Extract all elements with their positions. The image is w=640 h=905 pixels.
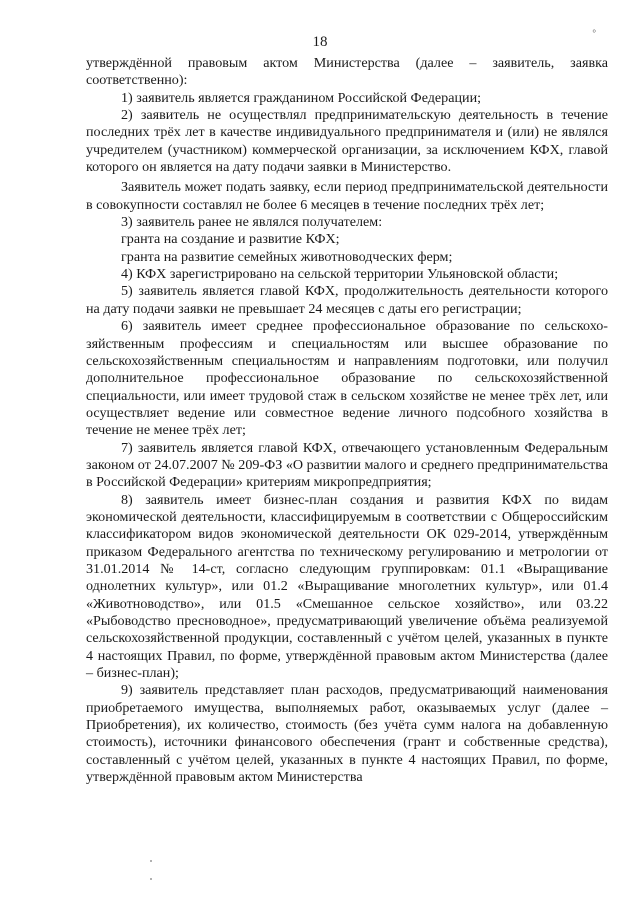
scan-speck — [150, 860, 152, 862]
paragraph-item-3-grant-farms: гранта на развитие семейных животноводческих ферм; — [121, 248, 453, 265]
paragraph-item-9: 9) заявитель представляет план расходов, предусматривающий наименования приобретаемого имущества, выполняемых работ, оказываемых услуг (далее – Приобретения), их количество, стоимость (без учёта сумм налога на добавленную стоимость), источники финансового обеспечения (грант и собственные средства), составленный с учётом целей, указанных в пункте 4 настоящих Правил, по форме, утверждённой правовым актом Министерства — [86, 682, 608, 786]
paragraph-item-6: 6) заявитель имеет среднее профессиональное образование по сельскохозяйственным профессиям и специальностям или высшее образование по сельскохозяйственным специальностям и направлениям подготовки, или получил дополнительное профессиональное образование по сельскохозяйственной специальности, или имеет трудовой стаж в сельском хозяйстве не менее трёх лет, или осуществляет ведение или совместное ведение личного подсобного хозяйства в течение не менее трёх лет; — [86, 318, 608, 439]
paragraph-item-3: 3) заявитель ранее не являлся получателем: — [121, 214, 383, 231]
paragraph-item-3-grant-kfh: гранта на создание и развитие КФХ; — [121, 231, 340, 248]
paragraph-item-5: 5) заявитель является главой КФХ, продолжительность деятельности которого на дату подачи заявки не превышает 24 месяцев с даты его регистрации; — [86, 283, 608, 317]
scan-speck — [150, 878, 152, 880]
paragraph-item-2-note: Заявитель может подать заявку, если период предпринимательской деятельности в совокупности составлял не более 6 месяцев в течение последних трёх лет; — [86, 179, 608, 213]
scan-mark: ° — [592, 28, 596, 38]
paragraph-item-7: 7) заявитель является главой КФХ, отвечающего установленным Федеральным законом от 24.07.2007 № 209-ФЗ «О развитии малого и среднего предпринимательства в Российской Федерации» критериям микропредприятия; — [86, 439, 608, 491]
paragraph-item-2: 2) заявитель не осуществлял предпринимательскую деятельность в течение последних трёх лет в качестве индивидуального предпринимателя и (или) не являлся учредителем (участником) коммерческой организации, за исключением КФХ, главой которого он является на дату подачи заявки в Министерство. — [86, 107, 608, 176]
paragraph-continuation: утверждённой правовым актом Министерства (далее – заявитель, заявка соответственно): — [86, 55, 608, 89]
page-number: 18 — [312, 34, 328, 50]
document-body — [86, 55, 608, 786]
paragraph-item-1: 1) заявитель является гражданином Российской Федерации; — [121, 89, 482, 106]
paragraph-item-8: 8) заявитель имеет бизнес-план создания и развития КФХ по видам экономической деятельности, классифицируемым в соответствии с Общероссийским классификатором видов экономической деятельности ОК 029-2014, утверждённым приказом Федерального агентства по техническому регулированию и метрологии от 31.01.2014 № 14-ст, согласно следующим группировкам: 01.1 «Выращивание однолетних культур», или 01.2 «Выращивание многолетних культур», или 01.4 «Животноводство», или 01.5 «Смешанное сельское хозяйство», или 03.22 «Рыбоводство пресноводное», предусматривающий увеличение объёма реализуемой сельскохозяйственной продукции, составленный с учётом целей, указанных в пункте 4 настоящих Правил, по форме, утверждённой правовым актом Министерства (далее – бизнес-план); — [86, 491, 608, 682]
paragraph-item-4: 4) КФХ зарегистрировано на сельской территории Ульяновской области; — [121, 266, 559, 283]
